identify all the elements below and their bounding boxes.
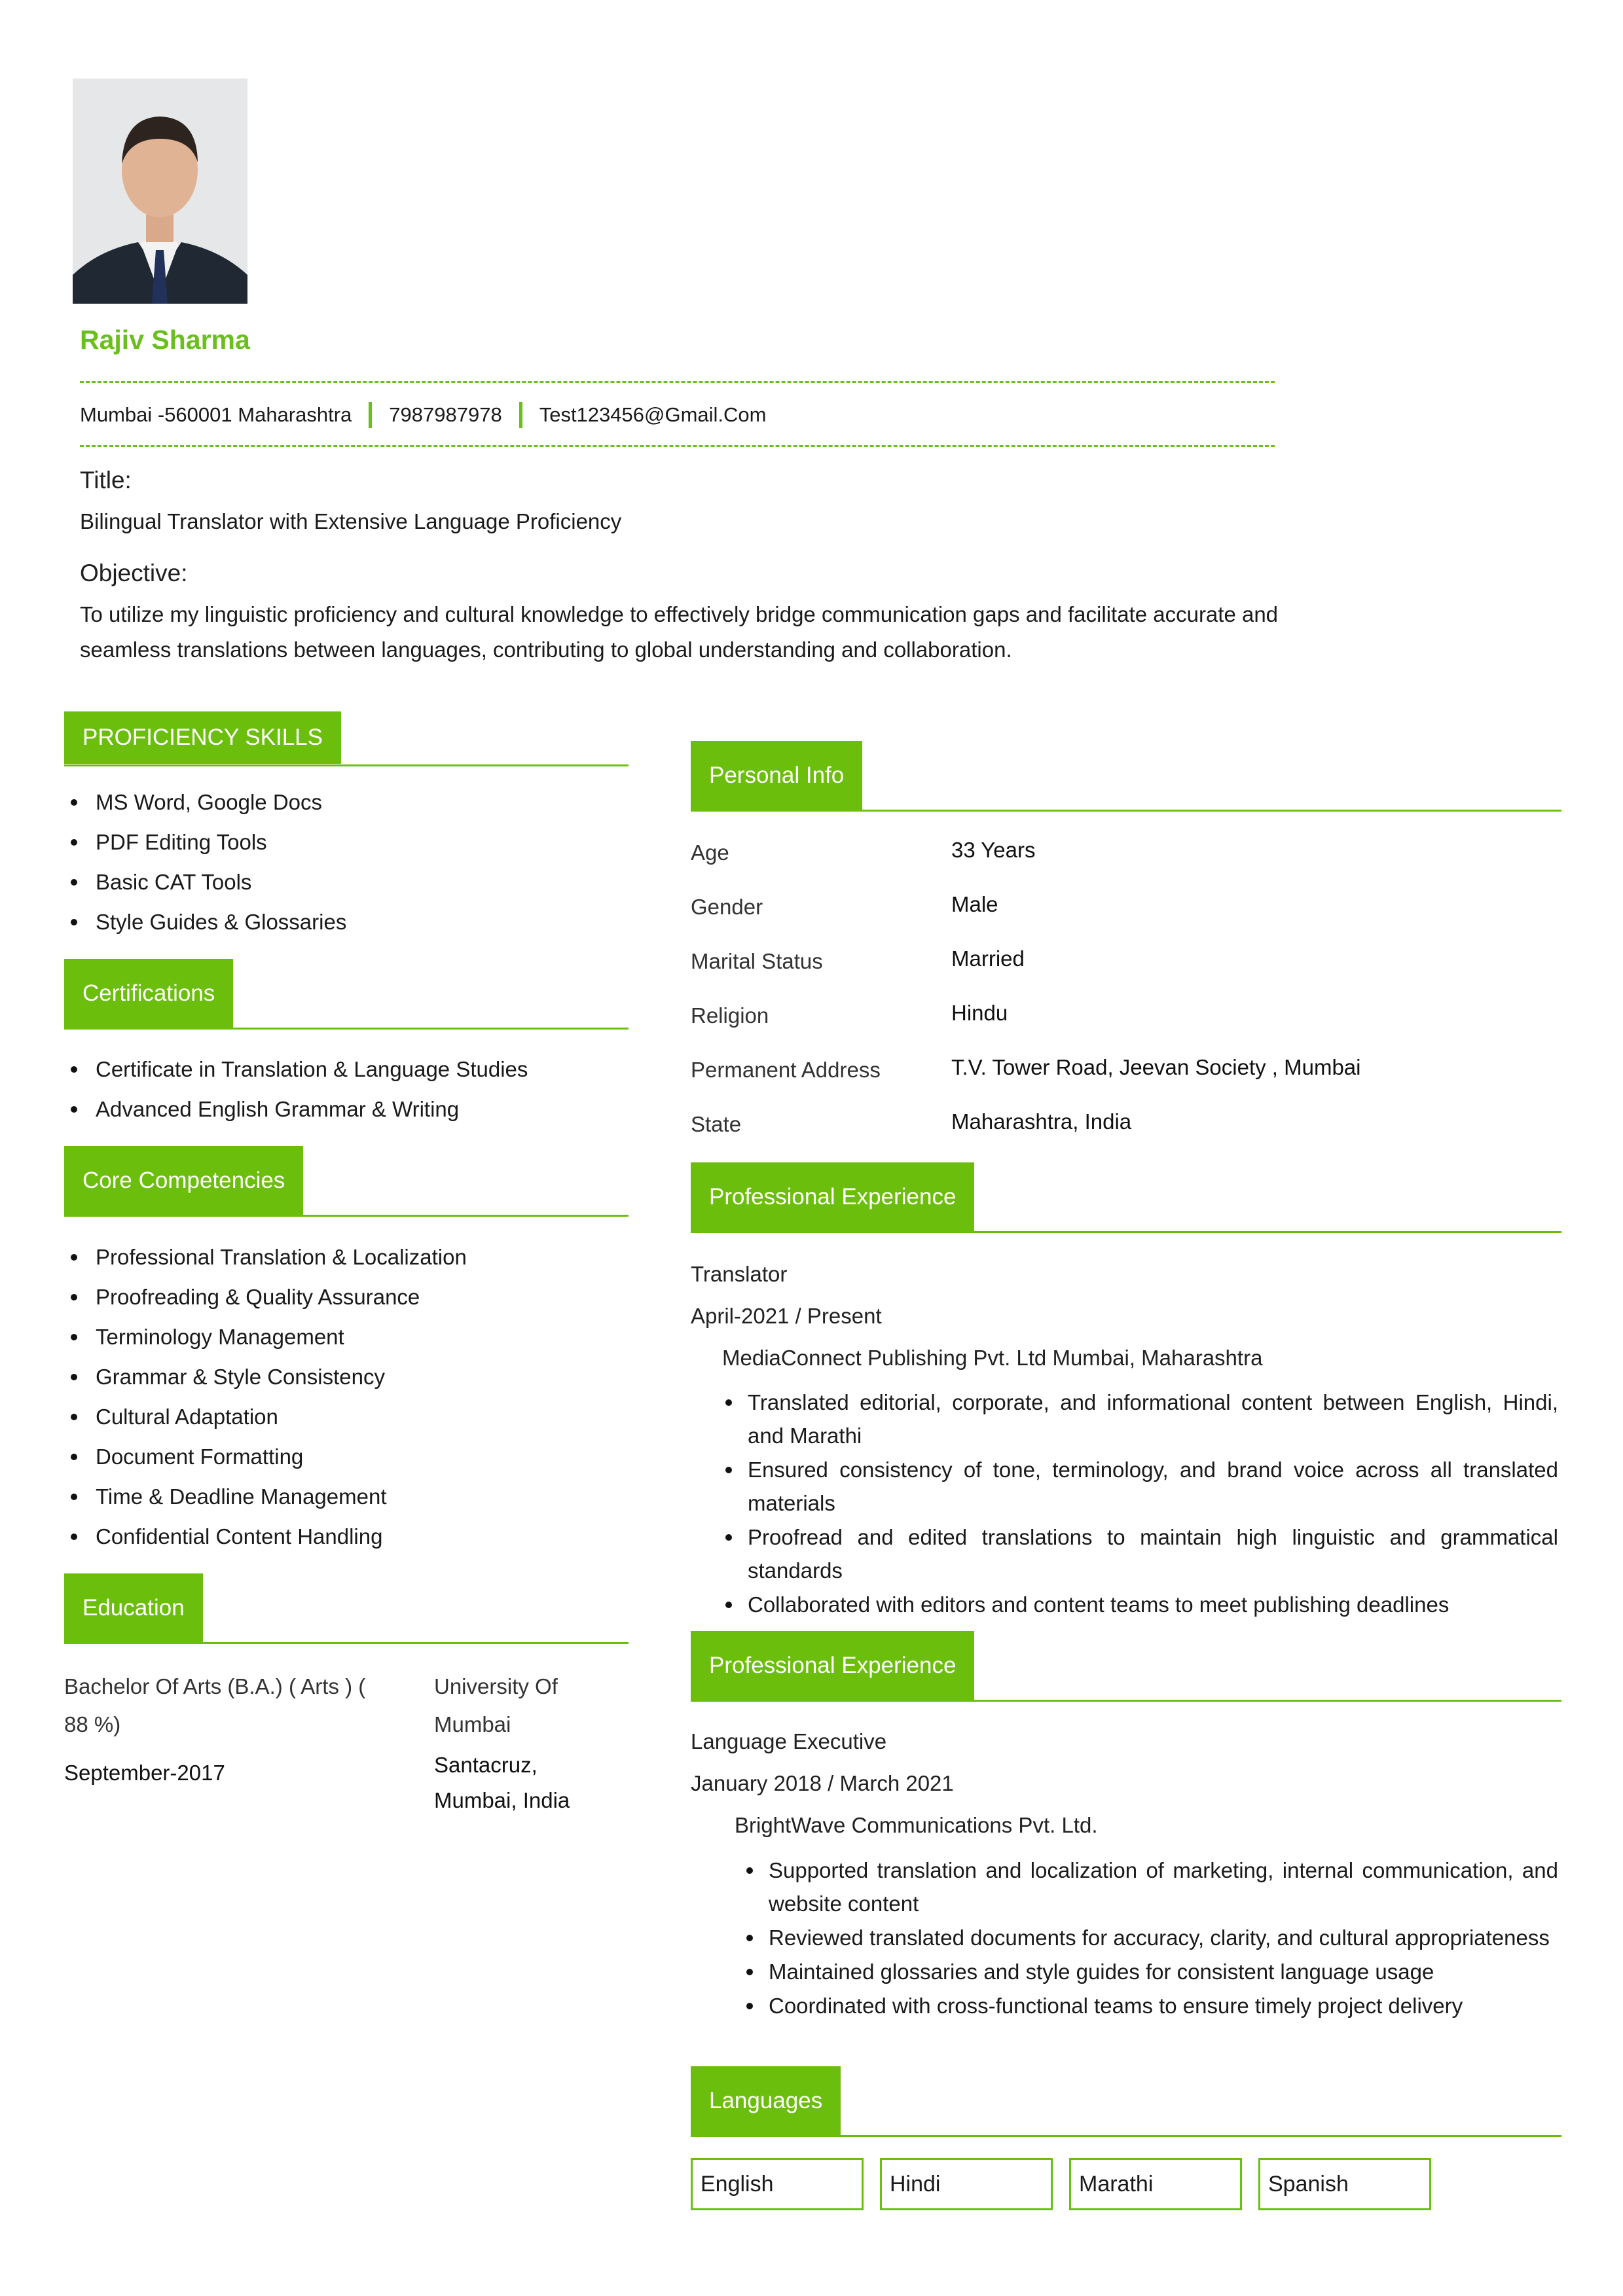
list-item: Certificate in Translation & Language Studies [64, 1049, 627, 1089]
objective-value: To utilize my linguistic proficiency and cultural knowledge to effectively bridge communication gaps and facilitate accurate and seamless translations between languages, contributing to global understanding and collaboration. [80, 602, 1279, 662]
list-item: Proofreading & Quality Assurance [64, 1277, 627, 1317]
section-education [64, 1573, 629, 1644]
list-item: Grammar & Style Consistency [64, 1357, 627, 1397]
section-personal-info [691, 741, 1561, 812]
list-item: Ensured consistency of tone, terminology, and brand voice across all translated materials [720, 1453, 1558, 1520]
section-heading: Certifications [64, 959, 233, 1028]
personal-value: T.V. Tower Road, Jeevan Society , Mumbai [951, 1055, 1361, 1079]
list-item: Confidential Content Handling [64, 1516, 627, 1556]
experience-company: MediaConnect Publishing Pvt. Ltd Mumbai, Maharashtra [722, 1346, 1263, 1370]
section-languages [691, 2066, 1561, 2137]
certifications-list [64, 1049, 627, 1129]
section-underline [64, 1215, 629, 1217]
contact-separator [369, 402, 372, 428]
list-item: PDF Editing Tools [64, 822, 627, 862]
education-date: September-2017 [64, 1761, 225, 1785]
personal-key: Gender [691, 895, 763, 919]
personal-row-state [691, 1109, 1561, 1145]
list-item: Maintained glossaries and style guides for consistent language usage [741, 1955, 1558, 1988]
skills-list [64, 782, 627, 942]
personal-key: Marital Status [691, 949, 823, 973]
experience-bullets [741, 1854, 1558, 2023]
section-heading: Personal Info [691, 741, 862, 810]
section-professional-experience [691, 1631, 1561, 1702]
section-core-competencies [64, 1146, 629, 1217]
list-item: Collaborated with editors and content teams to meet publishing deadlines [720, 1588, 1558, 1621]
section-heading: Education [64, 1573, 203, 1643]
experience-bullets [720, 1386, 1558, 1622]
education-degree: Bachelor Of Arts (B.A.) ( Arts ) ( 88 %) [64, 1674, 366, 1736]
personal-key: Age [691, 840, 729, 865]
personal-value: Maharashtra, India [951, 1109, 1132, 1134]
objective-label: Objective: [80, 560, 188, 586]
list-item: Basic CAT Tools [64, 862, 627, 902]
profile-photo [73, 79, 247, 304]
contact-address: Mumbai -560001 Maharashtra [80, 403, 352, 426]
personal-value: Married [951, 946, 1025, 971]
language-badge: English [691, 2158, 864, 2210]
list-item: MS Word, Google Docs [64, 782, 627, 822]
language-badge: Marathi [1069, 2158, 1242, 2210]
section-underline [64, 1028, 629, 1030]
list-item: Style Guides & Glossaries [64, 902, 627, 942]
section-heading: Professional Experience [691, 1162, 974, 1232]
list-item: Terminology Management [64, 1317, 627, 1357]
personal-value: 33 Years [951, 838, 1036, 862]
section-heading: PROFICIENCY SKILLS [64, 711, 341, 764]
section-certifications [64, 959, 629, 1030]
personal-key: Permanent Address [691, 1058, 881, 1082]
list-item: Proofread and edited translations to maintain high linguistic and grammatical standards [720, 1520, 1558, 1587]
list-item: Advanced English Grammar & Writing [64, 1089, 627, 1129]
candidate-name: Rajiv Sharma [80, 325, 250, 355]
section-underline [64, 1642, 629, 1644]
experience-period: April-2021 / Present [691, 1304, 882, 1328]
section-underline [691, 2135, 1561, 2137]
list-item: Coordinated with cross-functional teams to ensure timely project delivery [741, 1989, 1558, 2022]
personal-key: State [691, 1112, 742, 1136]
list-item: Time & Deadline Management [64, 1477, 627, 1516]
section-professional-experience [691, 1162, 1561, 1233]
contact-bar [80, 401, 767, 429]
competencies-list [64, 1237, 627, 1556]
section-underline [691, 810, 1561, 812]
section-underline [691, 1700, 1561, 1702]
dashed-divider-top [80, 381, 1275, 383]
contact-email: Test123456@Gmail.Com [539, 403, 767, 426]
title-label: Title: [80, 467, 132, 493]
list-item: Document Formatting [64, 1437, 627, 1477]
experience-role: Language Executive [691, 1729, 887, 1753]
section-underline [691, 1231, 1561, 1233]
list-item: Supported translation and localization of marketing, internal communication, and website content [741, 1854, 1558, 1920]
section-underline [64, 764, 629, 766]
personal-key: Religion [691, 1003, 769, 1028]
contact-phone: 7987987978 [389, 403, 502, 426]
education-university: University Of Mumbai [434, 1674, 558, 1736]
education-location: Santacruz, Mumbai, India [434, 1753, 570, 1812]
personal-row-age [691, 840, 1561, 873]
section-heading: Languages [691, 2066, 841, 2136]
list-item: Reviewed translated documents for accuracy, clarity, and cultural appropriateness [741, 1921, 1558, 1954]
language-badge: Hindi [880, 2158, 1053, 2210]
experience-role: Translator [691, 1262, 788, 1286]
list-item: Translated editorial, corporate, and informational content between English, Hindi, and Marathi [720, 1386, 1558, 1452]
personal-row-marital-status [691, 946, 1561, 982]
list-item: Cultural Adaptation [64, 1397, 627, 1437]
title-value: Bilingual Translator with Extensive Language Proficiency [80, 509, 622, 533]
section-proficiency-skills [64, 711, 629, 766]
section-heading: Professional Experience [691, 1631, 974, 1700]
list-item: Professional Translation & Localization [64, 1237, 627, 1277]
section-heading: Core Competencies [64, 1146, 303, 1215]
personal-row-gender [691, 892, 1561, 927]
personal-row-religion [691, 1003, 1561, 1036]
personal-value: Male [951, 892, 998, 916]
dashed-divider-bottom [80, 445, 1275, 447]
language-badge: Spanish [1258, 2158, 1431, 2210]
profile-photo-image [73, 79, 247, 304]
experience-period: January 2018 / March 2021 [691, 1771, 954, 1795]
personal-value: Hindu [951, 1001, 1008, 1025]
experience-company: BrightWave Communications Pvt. Ltd. [735, 1813, 1098, 1837]
personal-row-permanent-address [691, 1055, 1561, 1090]
contact-separator [519, 402, 522, 428]
